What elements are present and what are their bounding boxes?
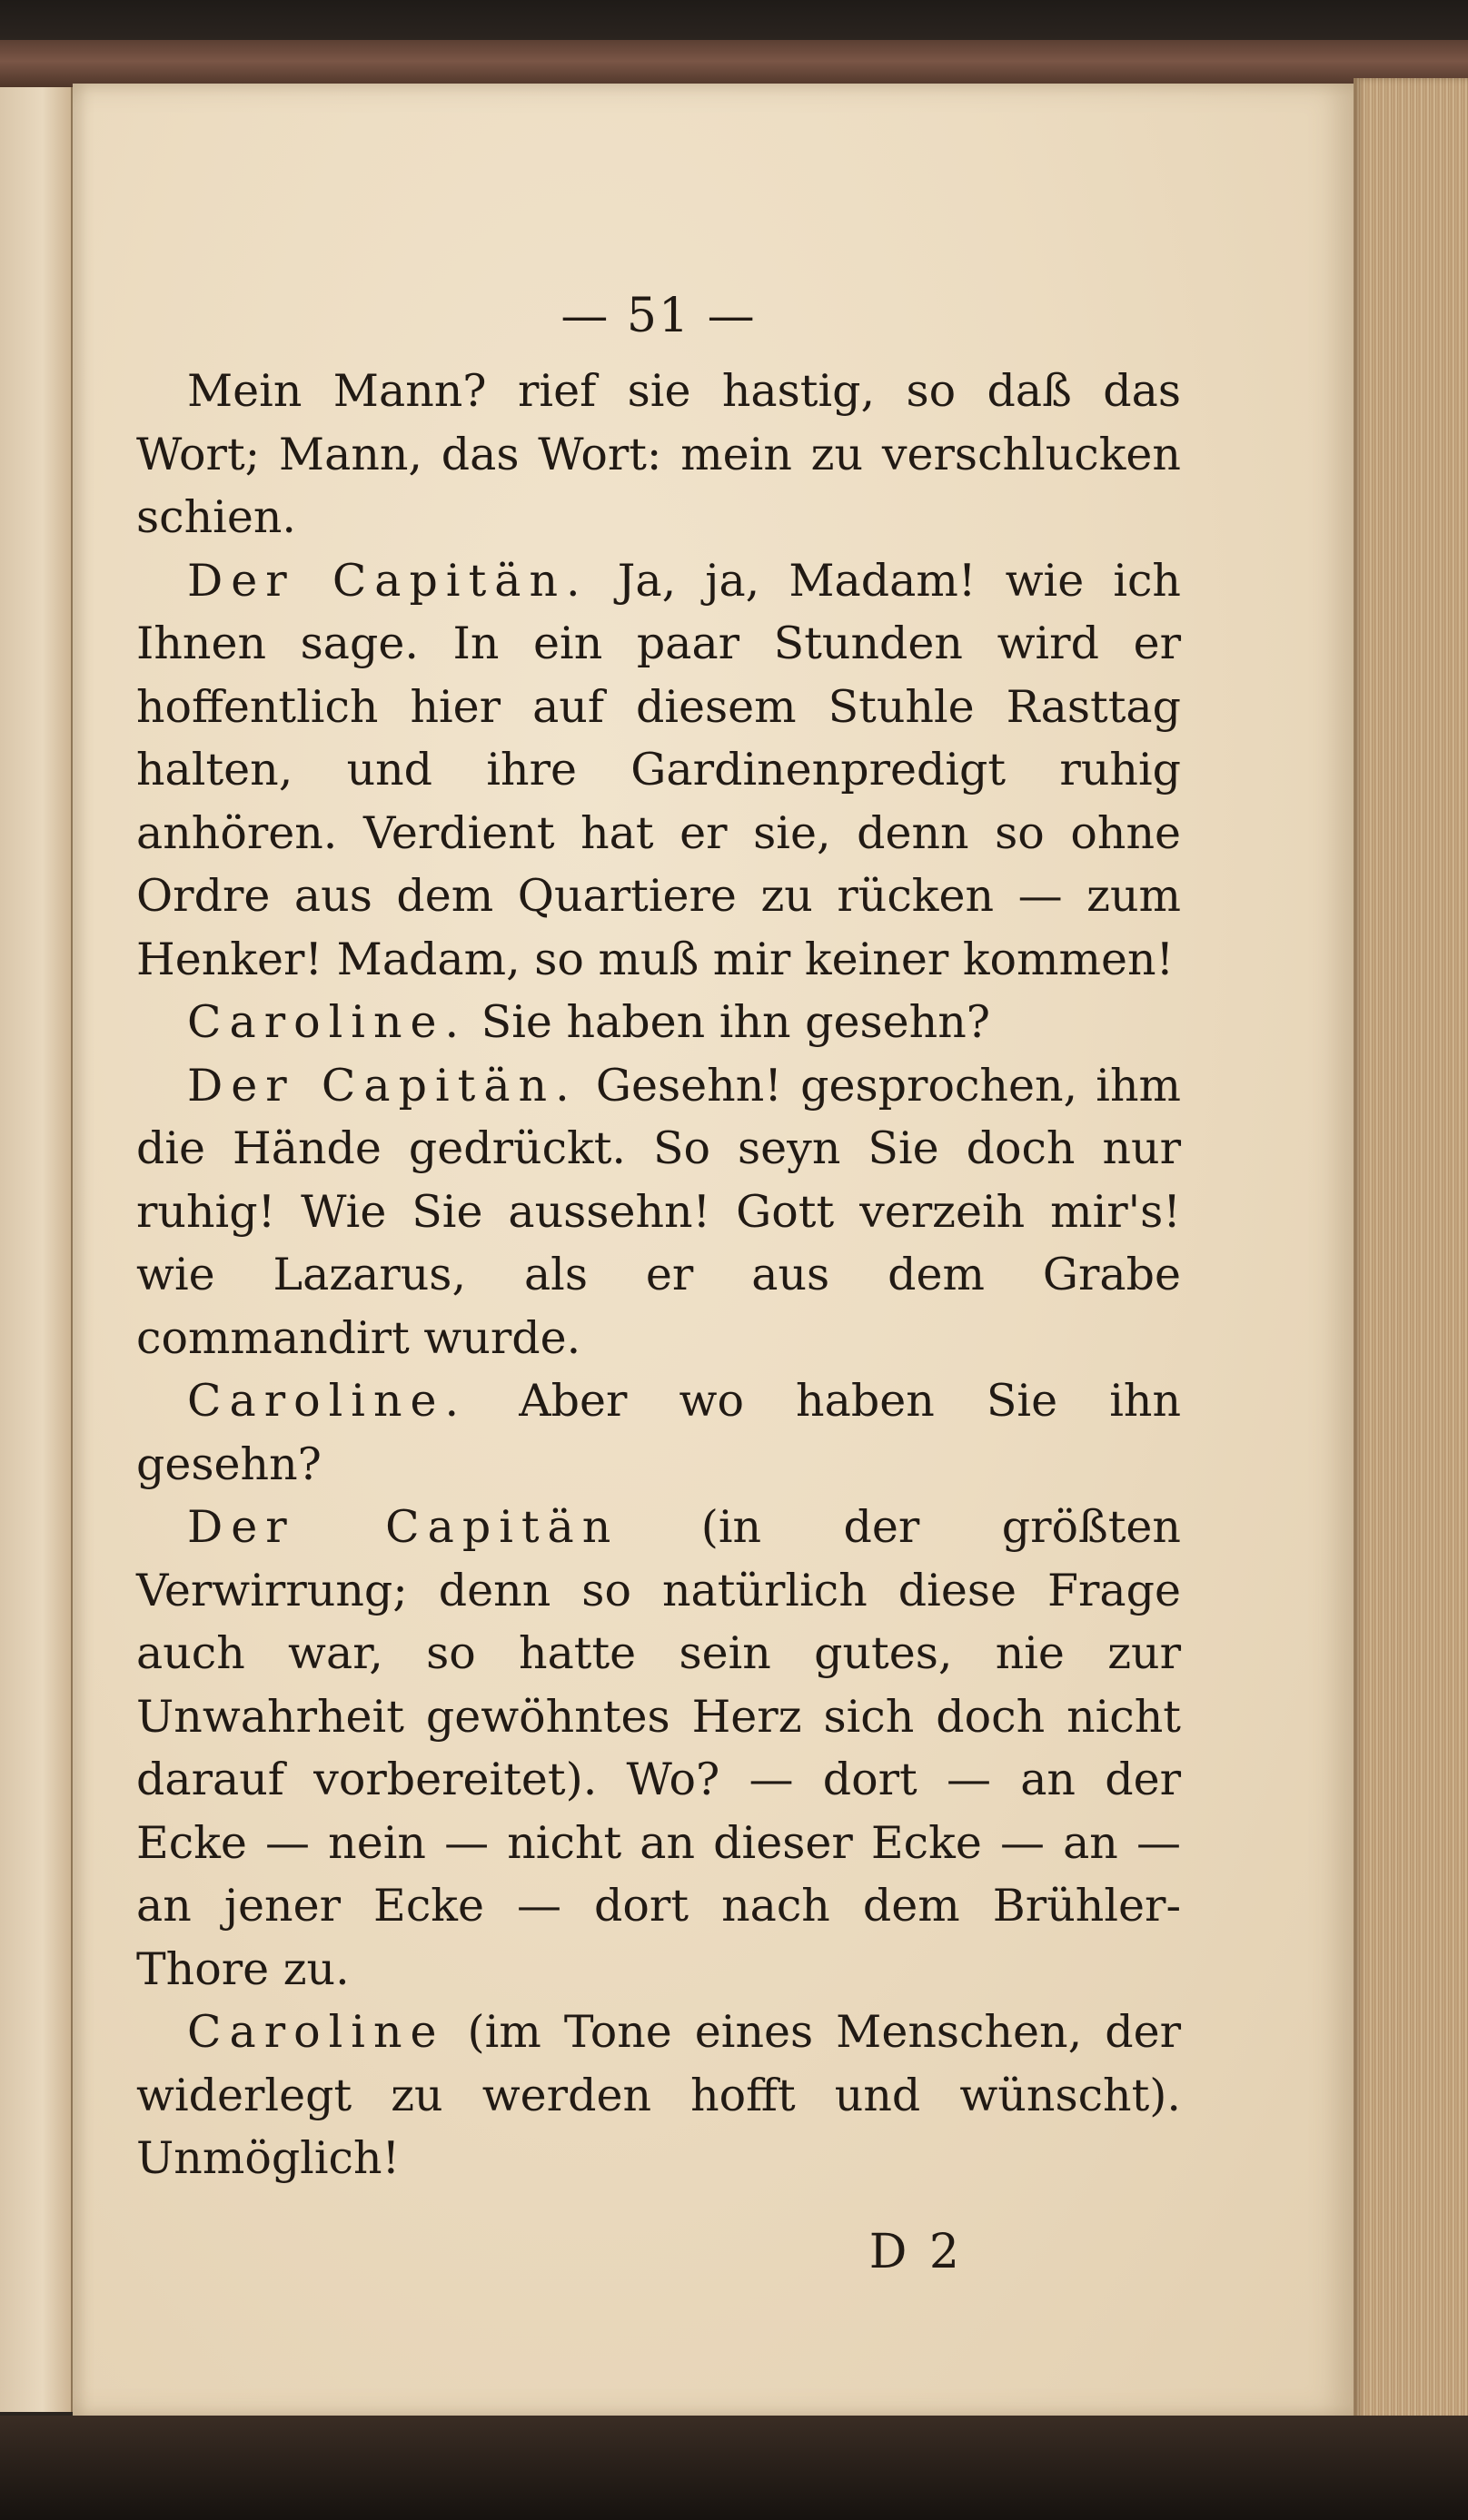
paragraph-text: Aber wo haben Sie ihn gesehn? <box>136 1375 1181 1490</box>
book-cover-edge <box>0 40 1468 89</box>
speaker-name: Der Capitän <box>187 1501 620 1553</box>
paragraph-text: Gesehn! gesprochen, ihm die Hände gedrückt. So seyn Sie doch nur ruhig! Wie Sie aussehn! Gott verzeih mir's! wie Lazarus, als er aus dem Grabe commandirt wurde. <box>136 1059 1181 1364</box>
paragraph <box>136 360 1181 549</box>
paragraph <box>136 1054 1181 1370</box>
speaker-name: Caroline <box>187 2006 445 2058</box>
paragraph <box>136 1496 1181 2001</box>
speaker-name: Der Capitän. <box>187 554 589 607</box>
speaker-name: Caroline. <box>187 996 468 1048</box>
paragraph <box>136 2001 1181 2190</box>
scan-background-bottom <box>0 2416 1468 2520</box>
paragraph-text: Mein Mann? rief sie hastig, so daß das Wort; Mann, das Wort: mein zu verschlucken schien. <box>136 365 1181 543</box>
paragraph-text: Ja, ja, Madam! wie ich Ihnen sage. In ein paar Stunden wird er hoffentlich hier auf diesem Stuhle Rasttag halten, und ihre Gardinenpredigt ruhig anhören. Verdient hat er sie, denn so ohne Ordre aus dem Quartiere zu rücken — zum Henker! Madam, so muß mir keiner kommen! <box>136 554 1181 985</box>
paragraph-text: Sie haben ihn gesehn? <box>467 996 991 1048</box>
paragraph-text: (im Tone eines Menschen, der widerlegt zu werden hofft und wünscht). Unmöglich! <box>136 2006 1181 2184</box>
speaker-name: Caroline. <box>187 1375 468 1427</box>
paragraph-text: (in der größten Verwirrung; denn so natürlich diese Frage auch war, so hatte sein gutes, nie zur Unwahrheit gewöhntes Herz sich doch nicht darauf vorbereitet). Wo? — dort — an der Ecke — nein — nicht an dieser Ecke — an — an jener Ecke — dort nach dem Brühler-Thore zu. <box>136 1501 1181 1995</box>
paragraph <box>136 549 1181 992</box>
page-text <box>136 289 1181 2284</box>
paragraph <box>136 991 1181 1054</box>
page-number: — 51 — <box>560 289 757 343</box>
paragraph <box>136 1369 1181 1496</box>
scan-background-top <box>0 0 1468 45</box>
speaker-name: Der Capitän. <box>187 1059 578 1112</box>
signature-mark: D 2 <box>868 2224 963 2279</box>
page-block-edges <box>1354 78 1468 2421</box>
facing-page-edge <box>0 87 73 2412</box>
